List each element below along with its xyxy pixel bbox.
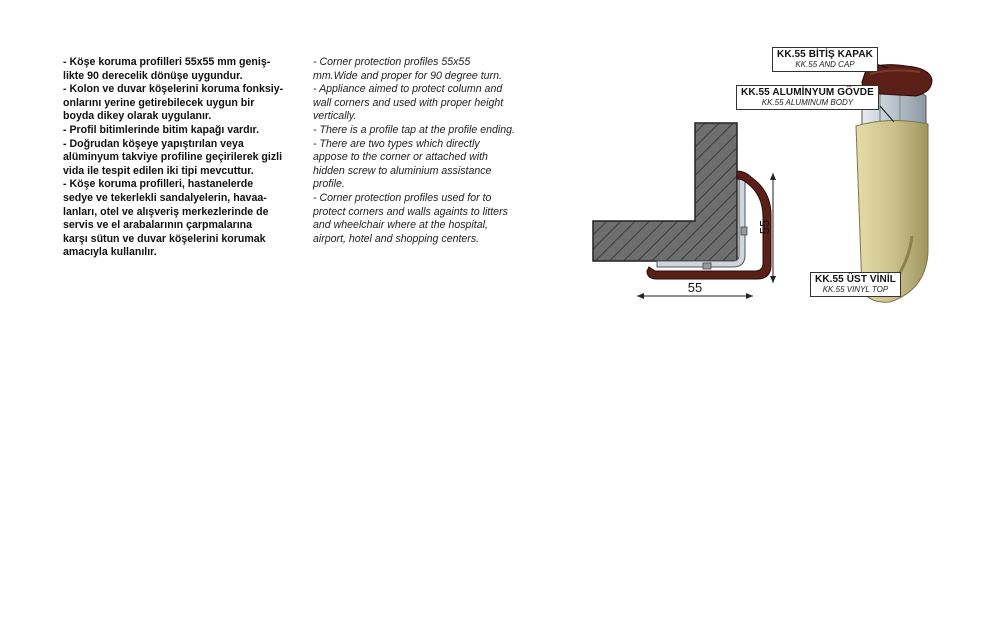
text-line: onlarını yerine getirebilecek uygun bir bbox=[63, 96, 255, 109]
text-line: wall corners and used with proper height bbox=[313, 96, 504, 109]
body-label bbox=[736, 85, 879, 110]
vinyl-label-title: KK.55 ÜST VİNİL bbox=[815, 274, 896, 285]
text-line: airport, hotel and shopping centers. bbox=[313, 232, 480, 245]
text-line: - Köşe koruma profilleri, hastanelerde bbox=[63, 178, 254, 191]
text-line: karşı sütun ve duvar köşelerini korumak bbox=[63, 232, 266, 245]
text-line: hidden screw to aluminium assistance bbox=[313, 164, 492, 177]
text-line: - Profil bitimlerinde bitim kapağı vardır. bbox=[63, 123, 260, 136]
text-line: likte 90 derecelik dönüşe uygundur. bbox=[63, 69, 243, 82]
text-line: - Köşe koruma profilleri 55x55 mm geniş- bbox=[63, 56, 271, 68]
text-line: - There is a profile tap at the profile ending. bbox=[313, 123, 515, 136]
english-description bbox=[313, 56, 553, 246]
text-line: - Appliance aimed to protect column and bbox=[313, 83, 503, 96]
height-dimension-label: 55 bbox=[757, 219, 772, 235]
text-line: mm.Wide and proper for 90 degree turn. bbox=[313, 69, 502, 82]
text-line: sedye ve tekerlekli sandalyelerin, havaa- bbox=[63, 191, 267, 204]
text-line: vertically. bbox=[313, 110, 357, 123]
text-line: - There are two types which directly bbox=[313, 137, 480, 150]
text-line: - Corner protection profiles used for to bbox=[313, 191, 492, 204]
wall-section bbox=[593, 123, 737, 261]
text-line: protect corners and walls againts to litters bbox=[313, 205, 508, 218]
text-line: profile. bbox=[313, 178, 345, 191]
text-line: alüminyum takviye profiline geçirilerek gizli bbox=[63, 151, 283, 164]
text-line: boyda dikey olarak uygulanır. bbox=[63, 110, 212, 123]
body-label-subtitle: KK.55 ALUMINUM BODY bbox=[761, 98, 854, 107]
cap-label bbox=[772, 47, 878, 72]
text-line: lanları, otel ve alışveriş merkezlerinde de bbox=[63, 205, 269, 218]
width-dimension-label: 55 bbox=[687, 280, 703, 295]
text-line: - Doğrudan köşeye yapıştırılan veya bbox=[63, 137, 244, 150]
text-line: amacıyla kullanılır. bbox=[63, 246, 157, 259]
text-line: servis ve el arabalarının çarpmalarına bbox=[63, 219, 253, 232]
vinyl-label-subtitle: KK.55 VINYL TOP bbox=[822, 285, 889, 294]
text-line: appose to the corner or attached with bbox=[313, 151, 488, 164]
text-line: and wheelchair where at the hospital, bbox=[313, 219, 488, 232]
product-illustration bbox=[730, 40, 980, 310]
aluminum-clip bbox=[703, 263, 711, 269]
body-label-title: KK.55 ALUMİNYUM GÖVDE bbox=[741, 87, 874, 98]
cap-label-title: KK.55 BİTİŞ KAPAK bbox=[777, 49, 873, 60]
cap-label-subtitle: KK.55 AND CAP bbox=[795, 60, 855, 69]
vinyl-label bbox=[810, 272, 901, 297]
text-line: vida ile tespit edilen iki tipi mevcuttur. bbox=[63, 164, 254, 177]
text-line: - Corner protection profiles 55x55 bbox=[313, 56, 471, 68]
text-line: - Kolon ve duvar köşelerini koruma fonksiy- bbox=[63, 83, 284, 96]
turkish-description bbox=[63, 56, 303, 260]
